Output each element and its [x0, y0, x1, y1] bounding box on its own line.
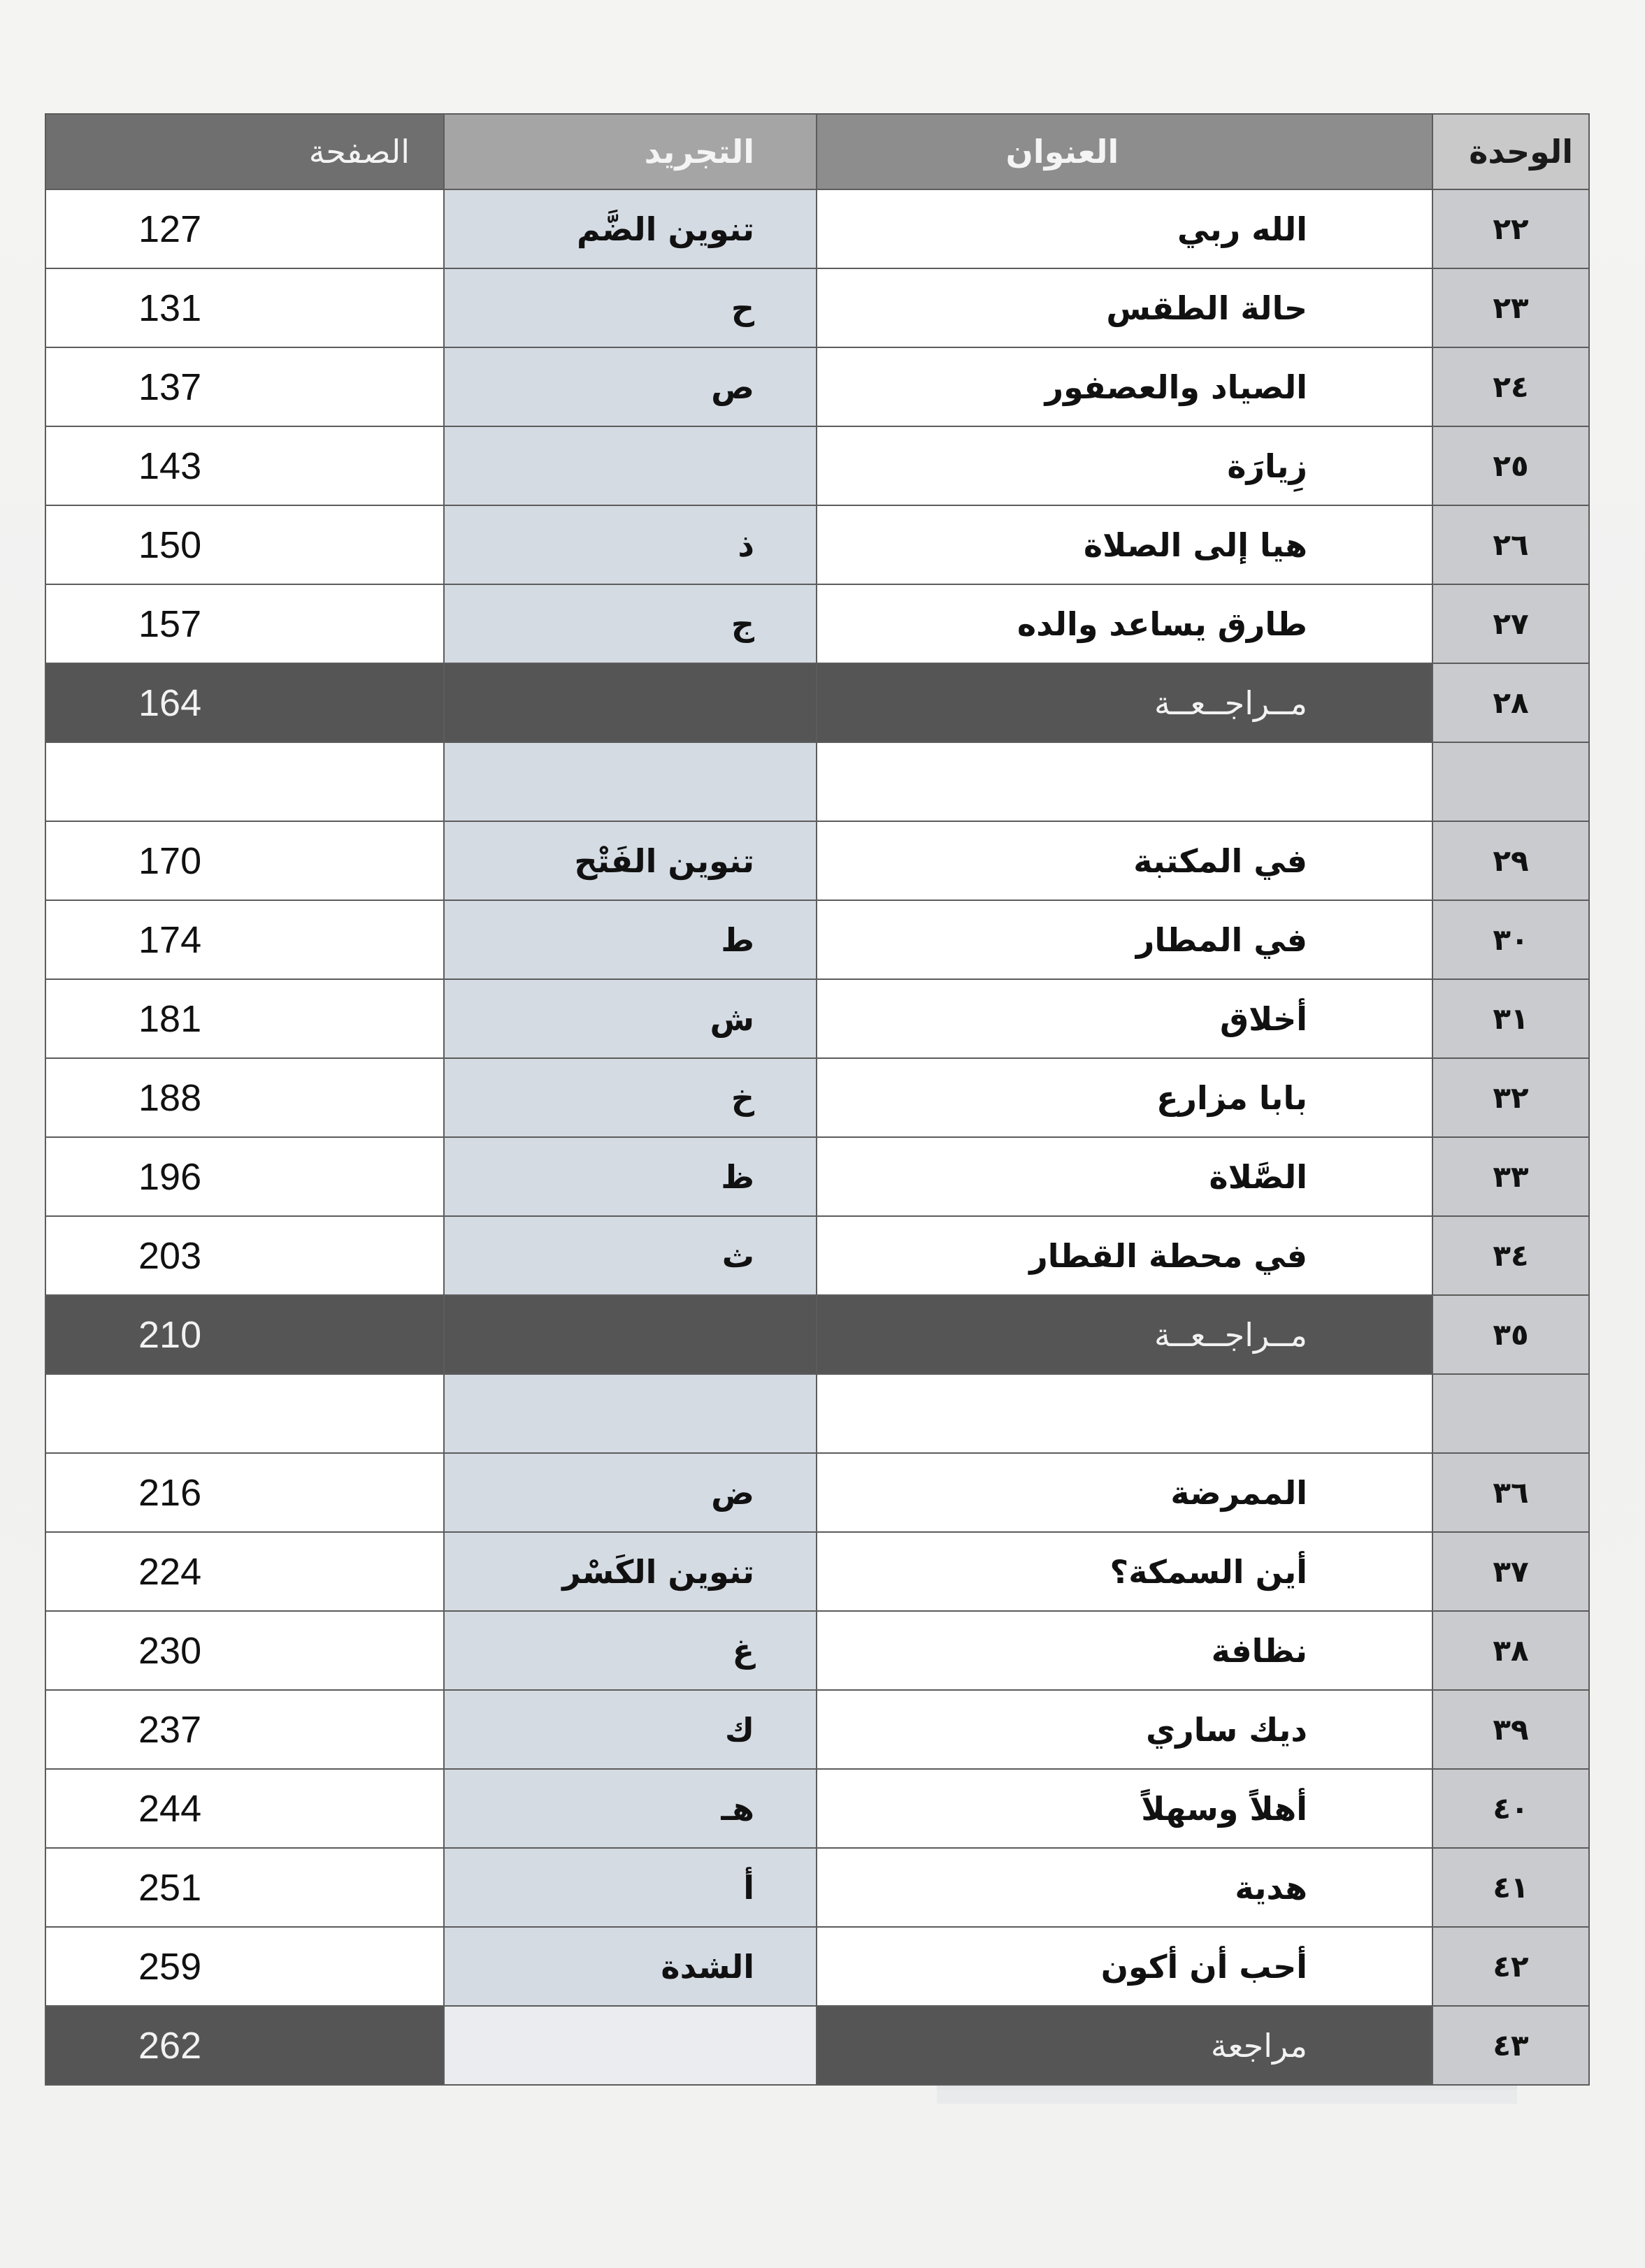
- title-cell: بابا مزارع: [817, 1058, 1432, 1137]
- unit-number-cell: ٣٥: [1432, 1295, 1589, 1374]
- table-header-row: [45, 114, 1589, 189]
- unit-number-cell: ٣٣: [1432, 1137, 1589, 1216]
- unit-number-cell: ٣٢: [1432, 1058, 1589, 1137]
- unit-number-cell: ٣١: [1432, 979, 1589, 1058]
- page-number-cell: 181: [45, 979, 444, 1058]
- spacer-row: [45, 1374, 1589, 1453]
- table-row: [45, 1216, 1589, 1295]
- tajrid-cell: تنوين الضَّم: [444, 189, 817, 268]
- title-cell: الصَّلاة: [817, 1137, 1432, 1216]
- page-number-cell: 237: [45, 1690, 444, 1769]
- unit-number-cell: [1432, 1374, 1589, 1453]
- review-row: [45, 663, 1589, 742]
- tajrid-cell: أ: [444, 1848, 817, 1927]
- title-cell: هيا إلى الصلاة: [817, 505, 1432, 584]
- tajrid-cell: ص: [444, 347, 817, 426]
- tajrid-cell: [444, 1295, 817, 1374]
- tajrid-cell: هـ: [444, 1769, 817, 1848]
- page-number-cell: 259: [45, 1927, 444, 2006]
- page-number-cell: 203: [45, 1216, 444, 1295]
- unit-number-cell: ٢٥: [1432, 426, 1589, 505]
- tajrid-cell: ث: [444, 1216, 817, 1295]
- tajrid-cell: [444, 663, 817, 742]
- header-tajrid: التجريد: [444, 114, 817, 189]
- unit-number-cell: ٣٠: [1432, 900, 1589, 979]
- table-row: [45, 347, 1589, 426]
- page-number-cell: 143: [45, 426, 444, 505]
- page-number-cell: 170: [45, 821, 444, 900]
- header-wahda: الوحدة: [1432, 114, 1589, 189]
- title-cell: في محطة القطار: [817, 1216, 1432, 1295]
- unit-number-cell: ٢٨: [1432, 663, 1589, 742]
- title-cell: الله ربي: [817, 189, 1432, 268]
- review-row: [45, 1295, 1589, 1374]
- table-row: [45, 1453, 1589, 1532]
- tajrid-cell: الشدة: [444, 1927, 817, 2006]
- page-number-cell: 262: [45, 2006, 444, 2085]
- tajrid-cell: ج: [444, 584, 817, 663]
- tajrid-cell: [444, 426, 817, 505]
- page-number-cell: 127: [45, 189, 444, 268]
- tajrid-cell: تنوين الكَسْر: [444, 1532, 817, 1611]
- title-cell: أين السمكة؟: [817, 1532, 1432, 1611]
- tajrid-cell: ح: [444, 268, 817, 347]
- table-row: [45, 1848, 1589, 1927]
- table-row: [45, 584, 1589, 663]
- page-number-cell: 157: [45, 584, 444, 663]
- unit-number-cell: ٢٦: [1432, 505, 1589, 584]
- unit-number-cell: ٤٢: [1432, 1927, 1589, 2006]
- page-number-cell: 224: [45, 1532, 444, 1611]
- tajrid-cell: غ: [444, 1611, 817, 1690]
- unit-number-cell: ٣٧: [1432, 1532, 1589, 1611]
- page-number-cell: 216: [45, 1453, 444, 1532]
- unit-number-cell: ٣٨: [1432, 1611, 1589, 1690]
- title-cell: أخلاق: [817, 979, 1432, 1058]
- unit-number-cell: ٢٣: [1432, 268, 1589, 347]
- title-cell: هدية: [817, 1848, 1432, 1927]
- title-cell: [817, 742, 1432, 821]
- unit-number-cell: ٢٧: [1432, 584, 1589, 663]
- page-number-cell: 230: [45, 1611, 444, 1690]
- title-cell: أهلاً وسهلاً: [817, 1769, 1432, 1848]
- unit-number-cell: ٢٩: [1432, 821, 1589, 900]
- table-row: [45, 268, 1589, 347]
- tajrid-cell: خ: [444, 1058, 817, 1137]
- page-number-cell: [45, 1374, 444, 1453]
- table-row: [45, 1532, 1589, 1611]
- page-number-cell: 251: [45, 1848, 444, 1927]
- table-row: [45, 426, 1589, 505]
- page-number-cell: 137: [45, 347, 444, 426]
- tajrid-cell: ض: [444, 1453, 817, 1532]
- tajrid-cell: ك: [444, 1690, 817, 1769]
- page-number-cell: 210: [45, 1295, 444, 1374]
- title-cell: نظافة: [817, 1611, 1432, 1690]
- page-number-cell: [45, 742, 444, 821]
- title-cell: الصياد والعصفور: [817, 347, 1432, 426]
- table-row: [45, 1927, 1589, 2006]
- table-row: [45, 189, 1589, 268]
- header-unwan: العنوان: [817, 114, 1432, 189]
- table-row: [45, 1611, 1589, 1690]
- tajrid-cell: [444, 1374, 817, 1453]
- table-row: [45, 1058, 1589, 1137]
- tajrid-cell: [444, 2006, 817, 2085]
- title-cell: مراجعة: [817, 2006, 1432, 2085]
- tajrid-cell: ط: [444, 900, 817, 979]
- title-cell: أحب أن أكون: [817, 1927, 1432, 2006]
- table-row: [45, 1137, 1589, 1216]
- page-number-cell: 164: [45, 663, 444, 742]
- title-cell: حالة الطقس: [817, 268, 1432, 347]
- title-cell: مــراجــعــة: [817, 1295, 1432, 1374]
- spacer-row: [45, 742, 1589, 821]
- unit-number-cell: ٣٦: [1432, 1453, 1589, 1532]
- unit-number-cell: ٤٠: [1432, 1769, 1589, 1848]
- title-cell: في المطار: [817, 900, 1432, 979]
- tajrid-cell: تنوين الفَتْح: [444, 821, 817, 900]
- page-number-cell: 174: [45, 900, 444, 979]
- title-cell: في المكتبة: [817, 821, 1432, 900]
- unit-number-cell: ٢٤: [1432, 347, 1589, 426]
- title-cell: مــراجــعــة: [817, 663, 1432, 742]
- tajrid-cell: ذ: [444, 505, 817, 584]
- unit-number-cell: [1432, 742, 1589, 821]
- table-row: [45, 900, 1589, 979]
- table-row: [45, 821, 1589, 900]
- unit-number-cell: ٣٩: [1432, 1690, 1589, 1769]
- page-number-cell: 196: [45, 1137, 444, 1216]
- unit-number-cell: ٣٤: [1432, 1216, 1589, 1295]
- unit-number-cell: ٢٢: [1432, 189, 1589, 268]
- title-cell: زِيارَة: [817, 426, 1432, 505]
- table-row: [45, 505, 1589, 584]
- tajrid-cell: ش: [444, 979, 817, 1058]
- tajrid-cell: ظ: [444, 1137, 817, 1216]
- title-cell: [817, 1374, 1432, 1453]
- table-row: [45, 1769, 1589, 1848]
- title-cell: ديك ساري: [817, 1690, 1432, 1769]
- title-cell: الممرضة: [817, 1453, 1432, 1532]
- table-row: [45, 1690, 1589, 1769]
- page-number-cell: 188: [45, 1058, 444, 1137]
- table-of-contents: [45, 113, 1590, 2086]
- title-cell: طارق يساعد والده: [817, 584, 1432, 663]
- page-number-cell: 131: [45, 268, 444, 347]
- unit-number-cell: ٤٣: [1432, 2006, 1589, 2085]
- table-row: [45, 979, 1589, 1058]
- page-number-cell: 150: [45, 505, 444, 584]
- review-row: [45, 2006, 1589, 2085]
- tajrid-cell: [444, 742, 817, 821]
- unit-number-cell: ٤١: [1432, 1848, 1589, 1927]
- header-page: الصفحة: [45, 114, 444, 189]
- page-number-cell: 244: [45, 1769, 444, 1848]
